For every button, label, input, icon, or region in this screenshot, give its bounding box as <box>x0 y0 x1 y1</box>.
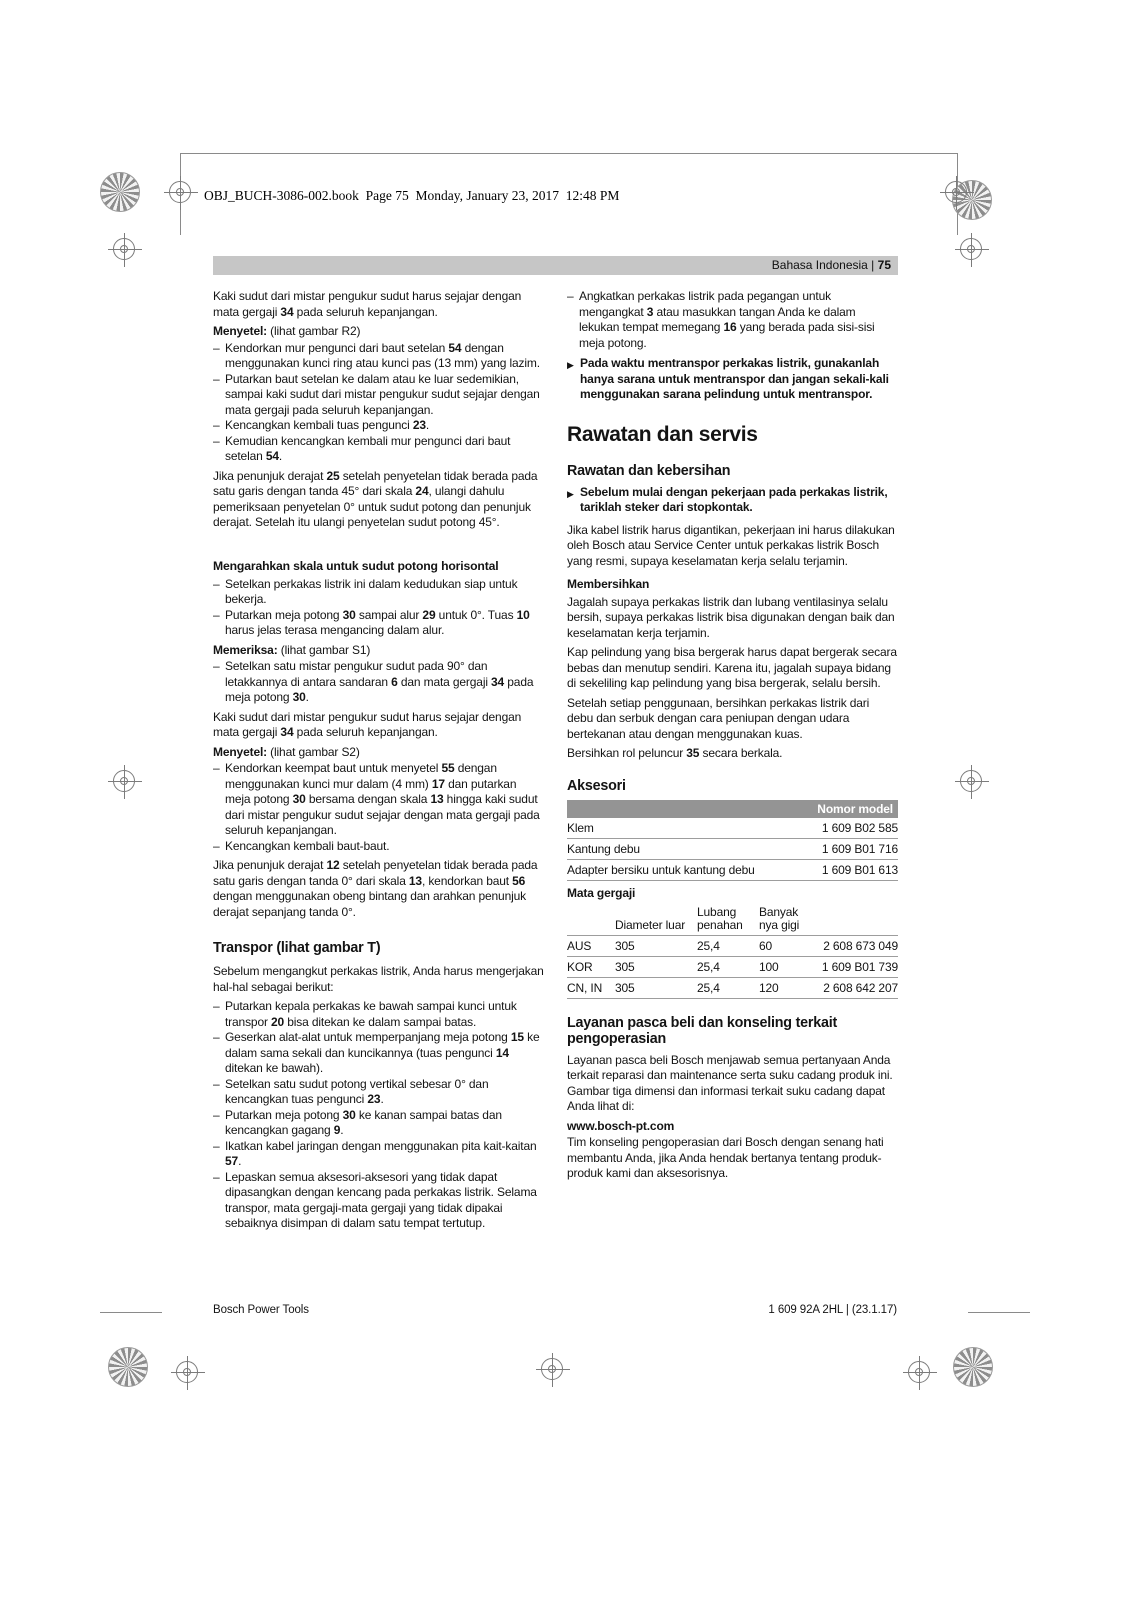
bullet-list <box>213 577 544 639</box>
footer-document-code: 1 609 92A 2HL | (23.1.17) <box>768 1304 897 1316</box>
list-item-text: Putarkan kepala perkakas ke bawah sampai kunci untuk transpor 20 bisa ditekan ke dalam sampai batas. <box>225 999 517 1029</box>
left-column <box>213 289 544 1236</box>
warning-item <box>567 356 898 403</box>
dash-icon: – <box>213 340 220 355</box>
accessory-label: Adapter bersiku untuk kantung debu <box>567 859 815 880</box>
list-item-text: Ikatkan kabel jaringan dengan menggunakan pita kait-kaitan 57. <box>225 1138 537 1168</box>
list-item <box>213 418 544 434</box>
table-subheader-row <box>567 880 898 903</box>
list-item-text: Putarkan meja potong 30 ke kanan sampai batas dan kencangkan gagang 9. <box>225 1107 502 1137</box>
list-item <box>213 577 544 608</box>
column-header-spacer <box>567 903 615 936</box>
paragraph: Kaki sudut dari mistar pengukur sudut harus sejajar dengan mata gergaji 34 pada seluruh kepanjangan. <box>213 289 522 319</box>
list-item <box>213 1077 544 1108</box>
paragraph: Setelah setiap penggunaan, bersihkan perkakas listrik dari debu dan serbuk dengan cara peniupan dengan udara bertekanan atau dengan menggunakan kuas. <box>567 695 870 741</box>
dash-icon: – <box>213 761 220 775</box>
dash-icon: – <box>213 1076 220 1091</box>
list-item <box>213 434 544 465</box>
list-item <box>567 289 898 351</box>
list-item-text: Kencangkan kembali tuas pengunci 23. <box>225 418 430 432</box>
saw-region: CN, IN <box>567 977 615 998</box>
starburst-mark-icon <box>108 1347 148 1387</box>
list-item <box>213 341 544 372</box>
saw-number: 2 608 673 049 <box>815 935 898 956</box>
website-text: www.bosch-pt.com <box>567 1118 675 1133</box>
starburst-mark-icon <box>953 1347 993 1387</box>
saw-number: 2 608 642 207 <box>815 977 898 998</box>
table-header-nomor-model: Nomor model <box>815 800 898 818</box>
starburst-mark-icon <box>100 172 140 212</box>
bullet-list <box>213 761 544 854</box>
dash-icon: – <box>213 1107 220 1122</box>
right-column <box>567 289 898 1186</box>
dash-icon: – <box>213 418 220 432</box>
column-header-bore: Lubang penahan <box>697 903 759 936</box>
table-column-header-row <box>567 903 898 936</box>
subsection-heading-layanan: Layanan pasca beli dan konseling terkait pengoperasian <box>567 1014 838 1047</box>
dash-icon: – <box>213 1169 220 1184</box>
warning-arrow-icon: ▶ <box>567 488 574 499</box>
accessory-label: Klem <box>567 818 815 839</box>
list-item-text: Geserkan alat-alat untuk memperpanjang meja potong 15 ke dalam sama sekali dan kuncikannya (tuas pengunci 14 ditekan ke bawah). <box>225 1030 540 1075</box>
table-row <box>567 977 898 998</box>
saw-number: 1 609 B01 739 <box>815 956 898 977</box>
column-header-diameter: Diameter luar <box>615 903 697 936</box>
paragraph: Jagalah supaya perkakas listrik dan lubang ventilasinya selalu bersih, supaya perkakas listrik bisa digunakan dengan baik dan keselamatan kerja terjamin. <box>567 594 895 640</box>
paragraph-label: Menyetel: (lihat gambar R2) <box>213 324 361 338</box>
saw-teeth: 60 <box>759 935 815 956</box>
registration-mark-icon <box>164 176 198 210</box>
paragraph: Jika kabel listrik harus digantikan, pekerjaan ini harus dilakukan oleh Bosch atau Service Center untuk perkakas listrik Bosch yang resmi, supaya keselamatan kerja selalu terjamin. <box>567 522 895 568</box>
subsection-heading: Mengarahkan skala untuk sudut potong horisontal <box>213 558 499 573</box>
list-item-text: Setelkan satu mistar pengukur sudut pada 90° dan letakkannya di antara sandaran 6 dan mata gergaji 34 pada meja potong 30. <box>225 659 534 704</box>
paragraph: Layanan pasca beli Bosch menjawab semua pertanyaan Anda terkait reparasi dan maintenance serta suku cadang produk ini. Gambar tiga dimensi dan informasi terkait suku cadang dapat Anda lihat di: <box>567 1052 893 1113</box>
crop-line <box>180 153 958 154</box>
warning-arrow-icon: ▶ <box>567 360 574 370</box>
list-item-text: Setelkan perkakas listrik ini dalam kedudukan siap untuk bekerja. <box>225 576 518 606</box>
registration-mark-icon <box>108 233 142 267</box>
saw-region: AUS <box>567 935 615 956</box>
dash-icon: – <box>213 659 220 673</box>
list-item <box>213 1030 544 1077</box>
dash-icon: – <box>213 433 220 448</box>
paragraph: Kaki sudut dari mistar pengukur sudut harus sejajar dengan mata gergaji 34 pada seluruh kepanjangan. <box>213 709 522 739</box>
table-row <box>567 859 898 880</box>
registration-mark-icon <box>955 765 989 799</box>
bullet-list <box>213 341 544 465</box>
saw-region: KOR <box>567 956 615 977</box>
paragraph: Tim konseling pengoperasian dari Bosch dengan senang hati membantu Anda, jika Anda hendak bertanya tentang produk-produk kami dan aksesorisnya. <box>567 1135 884 1180</box>
accessory-number: 1 609 B02 585 <box>815 818 898 839</box>
list-item <box>213 372 544 419</box>
crop-line <box>968 1312 1030 1313</box>
registration-mark-icon <box>171 1356 205 1390</box>
list-item <box>213 608 544 639</box>
saw-bore: 25,4 <box>697 977 759 998</box>
paragraph: Bersihkan rol peluncur 35 secara berkala. <box>567 746 783 760</box>
table-row <box>567 838 898 859</box>
list-item-text: Kemudian kencangkan kembali mur pengunci dari baut setelan 54. <box>225 433 511 463</box>
dash-icon: – <box>213 1138 220 1153</box>
paragraph: Sebelum mengangkut perkakas listrik, Anda harus mengerjakan hal-hal sebagai berikut: <box>213 964 544 994</box>
list-item-text: Putarkan meja potong 30 sampai alur 29 untuk 0°. Tuas 10 harus jelas terasa mengancing dalam alur. <box>225 607 530 637</box>
list-item-text: Setelkan satu sudut potong vertikal sebesar 0° dan kencangkan tuas pengunci 23. <box>225 1076 489 1106</box>
list-item <box>213 839 544 855</box>
list-item <box>213 1170 544 1232</box>
saw-teeth: 100 <box>759 956 815 977</box>
table-row <box>567 935 898 956</box>
dash-icon: – <box>213 371 220 386</box>
subsection-heading-rawatan: Rawatan dan kebersihan <box>567 462 731 479</box>
registration-mark-icon <box>536 1353 570 1387</box>
paragraph: Kap pelindung yang bisa bergerak harus dapat bergerak secara bebas dan menutup sendiri. Karena itu, jagalah supaya bidang di sekeliling kap pelindung yang bisa bergerak, selalu bersih. <box>567 645 897 690</box>
dash-icon: – <box>567 289 574 303</box>
dash-icon: – <box>213 1030 220 1044</box>
list-item <box>213 999 544 1030</box>
table-row <box>567 818 898 839</box>
accessory-number: 1 609 B01 716 <box>815 838 898 859</box>
list-item-text: Kendorkan keempat baut untuk menyetel 55 dengan menggunakan kunci mur dalam (4 mm) 17 dan putarkan meja potong 30 bersama dengan skala 13 hingga kaki sudut dari mistar pengukur sudut sejajar dengan mata gergaji pada seluruh kepanjangan. <box>225 761 540 837</box>
footer-brand: Bosch Power Tools <box>213 1304 309 1316</box>
saw-diameter: 305 <box>615 935 697 956</box>
table-header-row <box>567 800 898 818</box>
column-header-teeth: Banyak nya gigi <box>759 903 815 936</box>
saw-diameter: 305 <box>615 977 697 998</box>
list-item-text: Lepaskan semua aksesori-aksesori yang tidak dapat dipasangkan dengan kencang pada perkakas listrik. Selama transpor, mata gergaji-mata gergaji yang tidak dipakai sebaiknya disimpan di dalam satu tempat tertutup. <box>225 1169 537 1230</box>
dash-icon: – <box>213 607 220 622</box>
list-item <box>213 761 544 839</box>
list-item-text: Kencangkan kembali baut-baut. <box>225 838 390 853</box>
book-header: OBJ_BUCH-3086-002.book Page 75 Monday, January 23, 2017 12:48 PM <box>204 188 620 203</box>
dash-icon: – <box>213 999 220 1013</box>
section-heading-transpor: Transpor (lihat gambar T) <box>213 940 381 956</box>
list-item-text: Putarkan baut setelan ke dalam atau ke luar sedemikian, sampai kaki sudut dari mistar pengukur sudut sejajar dengan mata gergaji pada seluruh kepanjangan. <box>225 371 540 417</box>
saw-blades-title: Mata gergaji <box>567 885 636 900</box>
saw-diameter: 305 <box>615 956 697 977</box>
accessories-table <box>567 800 898 999</box>
paragraph: Jika penunjuk derajat 25 setelah penyetelan tidak berada pada satu garis dengan tanda 45° dari skala 24, ulangi dahulu pemeriksaan penyetelan 0° untuk sudut potong dan penunjuk derajat. Setelah itu ulangi penyetelan sudut potong 45°. <box>213 468 538 529</box>
bullet-list <box>213 659 544 706</box>
table-header-spacer <box>567 800 815 818</box>
registration-mark-icon <box>955 233 989 267</box>
registration-mark-icon <box>903 1356 937 1390</box>
section-heading-rawatan-dan-servis: Rawatan dan servis <box>567 422 758 446</box>
saw-bore: 25,4 <box>697 956 759 977</box>
list-item-text: Angkatkan perkakas listrik pada pegangan untuk mengangkat 3 atau masukkan tangan Anda ke dalam lekukan tempat memegang 16 yang berada pada sisi-sisi meja potong. <box>579 289 875 350</box>
bullet-list <box>213 999 544 1232</box>
paragraph-label: Memeriksa: (lihat gambar S1) <box>213 642 371 657</box>
dash-icon: – <box>213 838 220 853</box>
crop-line <box>100 1312 162 1313</box>
saw-teeth: 120 <box>759 977 815 998</box>
warning-item <box>567 485 898 516</box>
paragraph-label: Menyetel: (lihat gambar S2) <box>213 744 360 759</box>
bullet-list <box>567 289 898 351</box>
warning-text: Pada waktu mentranspor perkakas listrik, gunakanlah hanya sarana untuk mentranspor dan jangan sekali-kali menggunakan sarana pelindung untuk mentranspor. <box>580 356 889 401</box>
page-header-bar <box>213 256 898 275</box>
subsection-heading-membersihkan: Membersihkan <box>567 577 650 591</box>
list-item <box>213 1139 544 1170</box>
saw-bore: 25,4 <box>697 935 759 956</box>
warning-text: Sebelum mulai dengan pekerjaan pada perkakas listrik, tariklah steker dari stopkontak. <box>580 484 888 514</box>
list-item-text: Kendorkan mur pengunci dari baut setelan 54 dengan menggunakan kunci ring atau kunci pas (13 mm) yang lazim. <box>225 340 540 370</box>
paragraph: Jika penunjuk derajat 12 setelah penyetelan tidak berada pada satu garis dengan tanda 0° dari skala 13, kendorkan baut 56 dengan menggunakan obeng bintang dan arahkan penunjuk derajat sepanjang tanda 0°. <box>213 858 538 919</box>
list-item <box>213 1108 544 1139</box>
dash-icon: – <box>213 576 220 591</box>
accessory-label: Kantung debu <box>567 838 815 859</box>
accessory-number: 1 609 B01 613 <box>815 859 898 880</box>
table-row <box>567 956 898 977</box>
registration-mark-icon <box>108 765 142 799</box>
column-header-spacer <box>815 903 898 936</box>
header-locale-page: Bahasa Indonesia | 75 <box>771 258 891 272</box>
list-item <box>213 659 544 706</box>
subsection-heading-aksesori: Aksesori <box>567 777 626 794</box>
registration-mark-icon <box>940 176 974 210</box>
